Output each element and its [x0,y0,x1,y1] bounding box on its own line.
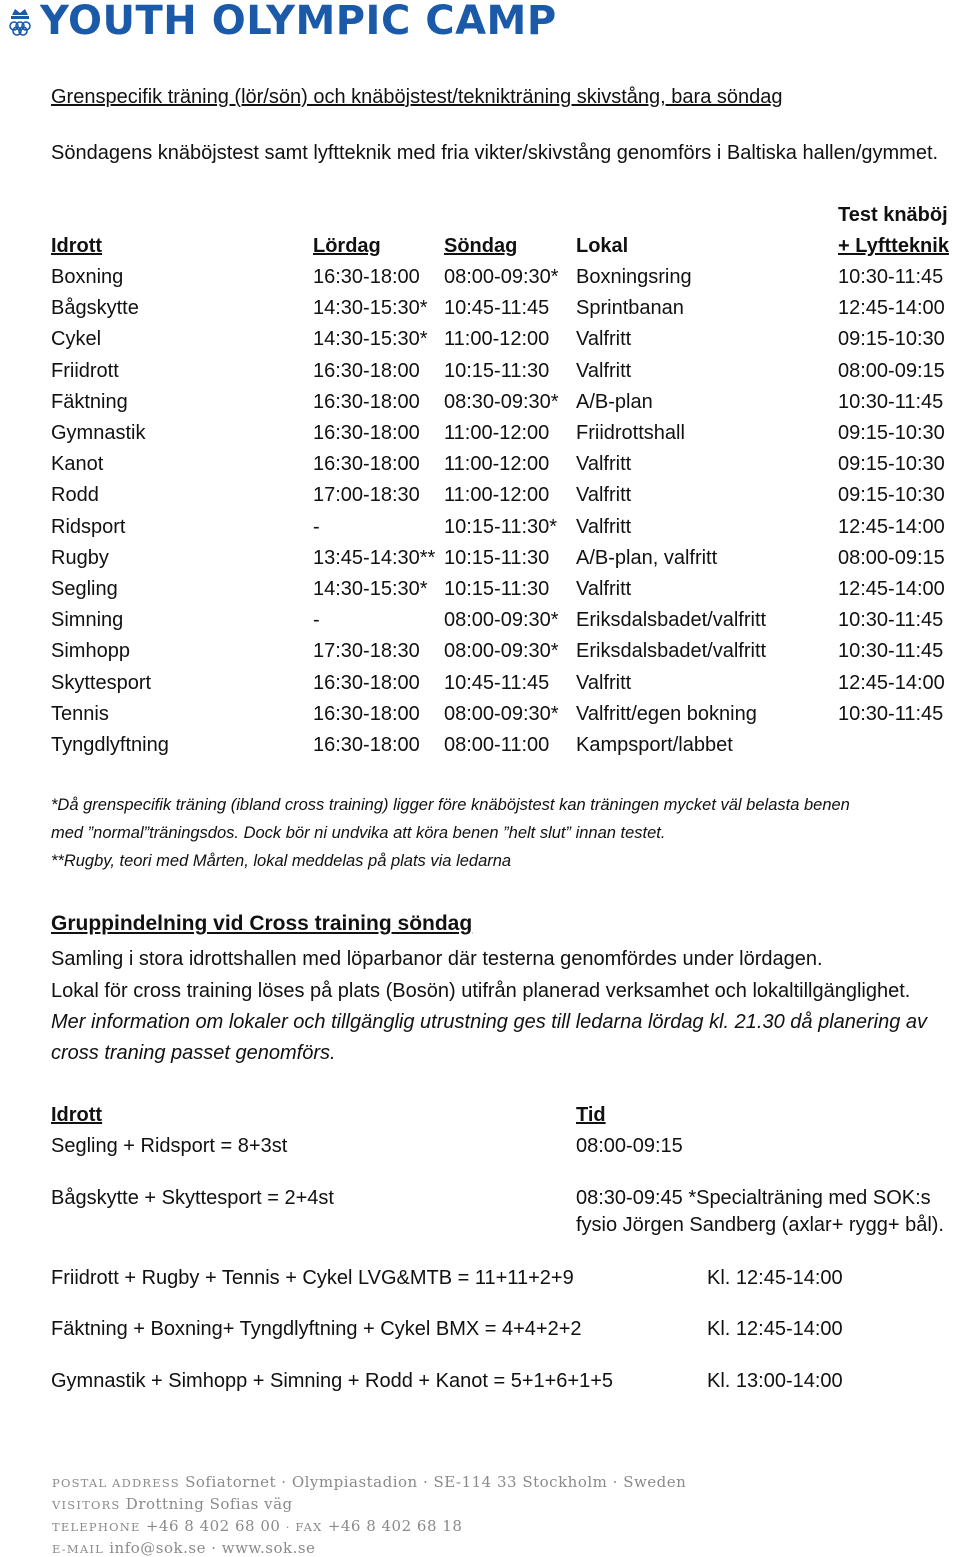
schedule-cell-idrott: Kanot [51,453,104,476]
footer-visitors: VISITORS Drottning Sofias väg [52,1495,293,1513]
schedule-cell-test: 12:45-14:00 [838,671,945,694]
section2-heading: Gruppindelning vid Cross training söndag [51,912,473,935]
group-2-tid-line2: fysio Jörgen Sandberg (axlar+ rygg+ bål). [576,1214,944,1236]
schedule-cell-lordag: - [313,515,320,538]
schedule-cell-idrott: Skyttesport [51,671,152,694]
schedule-cell-sondag: 08:00-09:30* [444,266,559,288]
schedule-cell-sondag: 10:15-11:30 [444,546,550,569]
note-2: **Rugby, teori med Mårten, lokal meddelas på plats via ledarna [51,852,512,870]
group-5-tid: Kl. 13:00-14:00 [707,1370,843,1392]
schedule-cell-test: 09:15-10:30 [838,453,945,476]
schedule-cell-test: 09:15-10:30 [838,484,945,507]
schedule-cell-test: 09:15-10:30 [838,422,945,444]
schedule-cell-sondag: 08:30-09:30* [444,390,559,413]
schedule-cell-lordag: 14:30-15:30* [313,578,428,600]
schedule-cell-lordag: 16:30-18:00 [313,359,420,382]
schedule-cell-lordag: 16:30-18:00 [313,671,420,694]
section2-p1: Samling i stora idrottshallen med löparbanor där testerna genomfördes under lördagen. [51,948,823,970]
col-header-sondag: Söndag [444,235,518,257]
section2-p2: Lokal för cross training löses på plats (Bosön) utifrån planerad verksamhet och lokaltillgänglighet. [51,980,911,1002]
schedule-cell-idrott: Tyngdlyftning [51,734,169,756]
group-3-tid: Kl. 12:45-14:00 [707,1267,843,1289]
schedule-cell-lordag: 16:30-18:00 [313,453,420,476]
section2-p3b: cross traning passet genomförs. [51,1042,336,1064]
schedule-cell-test: 10:30-11:45 [838,609,944,632]
schedule-cell-sondag: 10:15-11:30 [444,359,550,382]
schedule-cell-sondag: 08:00-09:30* [444,640,559,663]
schedule-cell-lordag: 17:00-18:30 [313,484,420,507]
section2-p3a: Mer information om lokaler och tillgänglig utrustning ges till ledarna lördag kl. 21.30 då planering av [51,1011,928,1033]
schedule-cell-sondag: 10:45-11:45 [444,671,550,694]
schedule-cell-idrott: Cykel [51,328,102,351]
schedule-cell-idrott: Friidrott [51,359,119,382]
schedule-cell-sondag: 11:00-12:00 [444,484,550,507]
schedule-cell-lordag: 16:30-18:00 [313,734,420,756]
schedule-cell-idrott: Tennis [51,702,109,725]
schedule-cell-sondag: 08:00-09:30* [444,702,559,725]
group-1-tid: 08:00-09:15 [576,1135,683,1157]
schedule-cell-lokal: Valfritt/egen bokning [576,702,757,725]
group-1-idrott: Segling + Ridsport = 8+3st [51,1135,288,1157]
schedule-cell-lordag: 17:30-18:30 [313,640,420,663]
schedule-cell-sondag: 10:45-11:45 [444,297,550,320]
schedule-cell-lokal: Valfritt [576,453,632,476]
schedule-cell-sondag: 10:15-11:30 [444,578,550,600]
schedule-cell-lokal: Eriksdalsbadet/valfritt [576,609,767,632]
schedule-cell-test: 09:15-10:30 [838,328,945,351]
schedule-cell-lokal: Valfritt [576,328,632,351]
col-header-lokal: Lokal [576,235,629,257]
schedule-cell-lordag: 16:30-18:00 [313,702,420,725]
footer-telephone: TELEPHONE +46 8 402 68 00 · FAX +46 8 402 68 18 [52,1517,463,1535]
schedule-cell-sondag: 11:00-12:00 [444,328,550,351]
schedule-cell-lokal: Boxningsring [576,266,692,288]
group-2-tid: 08:30-09:45 *Specialträning med SOK:s [576,1187,931,1209]
schedule-cell-idrott: Simhopp [51,640,130,663]
schedule-cell-idrott: Rodd [51,484,99,507]
schedule-cell-test: 10:30-11:45 [838,702,944,725]
col-header-test-line2: + Lyftteknik [838,235,949,257]
schedule-cell-test: 08:00-09:15 [838,546,945,569]
group-5-idrott: Gymnastik + Simhopp + Simning + Rodd + Kanot = 5+1+6+1+5 [51,1370,614,1392]
note-1b: med ”normal”träningsdos. Dock bör ni undvika att köra benen ”helt slut” innan testet. [51,824,666,842]
schedule-cell-lokal: Valfritt [576,578,632,600]
schedule-cell-idrott: Boxning [51,266,124,288]
group-4-idrott: Fäktning + Boxning+ Tyngdlyftning + Cykel BMX = 4+4+2+2 [51,1318,582,1340]
schedule-cell-lordag: 16:30-18:00 [313,422,420,444]
schedule-cell-idrott: Fäktning [51,390,128,413]
schedule-cell-test: 12:45-14:00 [838,578,945,600]
group-3-idrott: Friidrott + Rugby + Tennis + Cykel LVG&MTB = 11+11+2+9 [51,1267,574,1289]
schedule-cell-lokal: A/B-plan, valfritt [576,546,718,569]
schedule-cell-test: 10:30-11:45 [838,640,944,663]
groups-header-idrott: Idrott [51,1104,103,1126]
schedule-cell-lordag: 14:30-15:30* [313,297,428,320]
page-header-title: YOUTH OLYMPIC CAMP [40,0,557,44]
schedule-cell-lordag: 13:45-14:30** [313,546,436,569]
schedule-cell-lokal: Valfritt [576,359,632,382]
schedule-cell-lordag: 16:30-18:00 [313,266,420,288]
schedule-cell-sondag: 11:00-12:00 [444,453,550,476]
group-4-tid: Kl. 12:45-14:00 [707,1318,843,1340]
schedule-cell-lokal: Eriksdalsbadet/valfritt [576,640,767,663]
section1-intro: Söndagens knäböjstest samt lyftteknik med fria vikter/skivstång genomförs i Baltiska hallen/gymmet. [51,142,939,164]
schedule-cell-idrott: Ridsport [51,515,126,538]
schedule-cell-lordag: 14:30-15:30* [313,328,428,351]
olympic-rings-crown-icon [6,6,34,38]
schedule-cell-test: 10:30-11:45 [838,266,944,288]
schedule-cell-idrott: Rugby [51,546,109,569]
schedule-cell-lokal: Valfritt [576,671,632,694]
schedule-cell-idrott: Gymnastik [51,422,146,444]
schedule-cell-lordag: - [313,609,320,632]
schedule-cell-lokal: Kampsport/labbet [576,734,733,756]
schedule-cell-sondag: 10:15-11:30* [444,515,558,538]
note-1a: *Då grenspecifik träning (ibland cross training) ligger före knäböjstest kan träningen mycket väl belasta benen [51,796,850,814]
col-header-idrott: Idrott [51,235,103,257]
col-header-test-line1: Test knäböj [838,204,948,226]
schedule-cell-sondag: 11:00-12:00 [444,422,550,444]
col-header-lordag: Lördag [313,235,381,257]
schedule-cell-lokal: Friidrottshall [576,422,685,444]
schedule-cell-lokal: Valfritt [576,484,632,507]
schedule-cell-sondag: 08:00-09:30* [444,609,559,632]
groups-header-tid: Tid [576,1104,606,1126]
footer-postal: POSTAL ADDRESS Sofiatornet · Olympiastadion · SE-114 33 Stockholm · Sweden [52,1473,687,1491]
schedule-cell-test: 12:45-14:00 [838,297,945,320]
schedule-cell-lordag: 16:30-18:00 [313,390,420,413]
schedule-cell-idrott: Simning [51,609,124,632]
group-2-idrott: Bågskytte + Skyttesport = 2+4st [51,1187,334,1209]
section1-heading: Grenspecifik träning (lör/sön) och knäböjstest/teknikträning skivstång, bara söndag [51,86,783,108]
schedule-cell-test: 12:45-14:00 [838,515,945,538]
schedule-cell-test: 10:30-11:45 [838,390,944,413]
schedule-cell-idrott: Bågskytte [51,297,139,320]
schedule-cell-lokal: Sprintbanan [576,297,684,320]
schedule-cell-idrott: Segling [51,578,118,600]
schedule-cell-lokal: A/B-plan [576,390,653,413]
schedule-cell-test: 08:00-09:15 [838,359,945,382]
footer-email: E-MAIL info@sok.se · www.sok.se [52,1539,316,1557]
schedule-cell-sondag: 08:00-11:00 [444,734,550,756]
schedule-cell-lokal: Valfritt [576,515,632,538]
